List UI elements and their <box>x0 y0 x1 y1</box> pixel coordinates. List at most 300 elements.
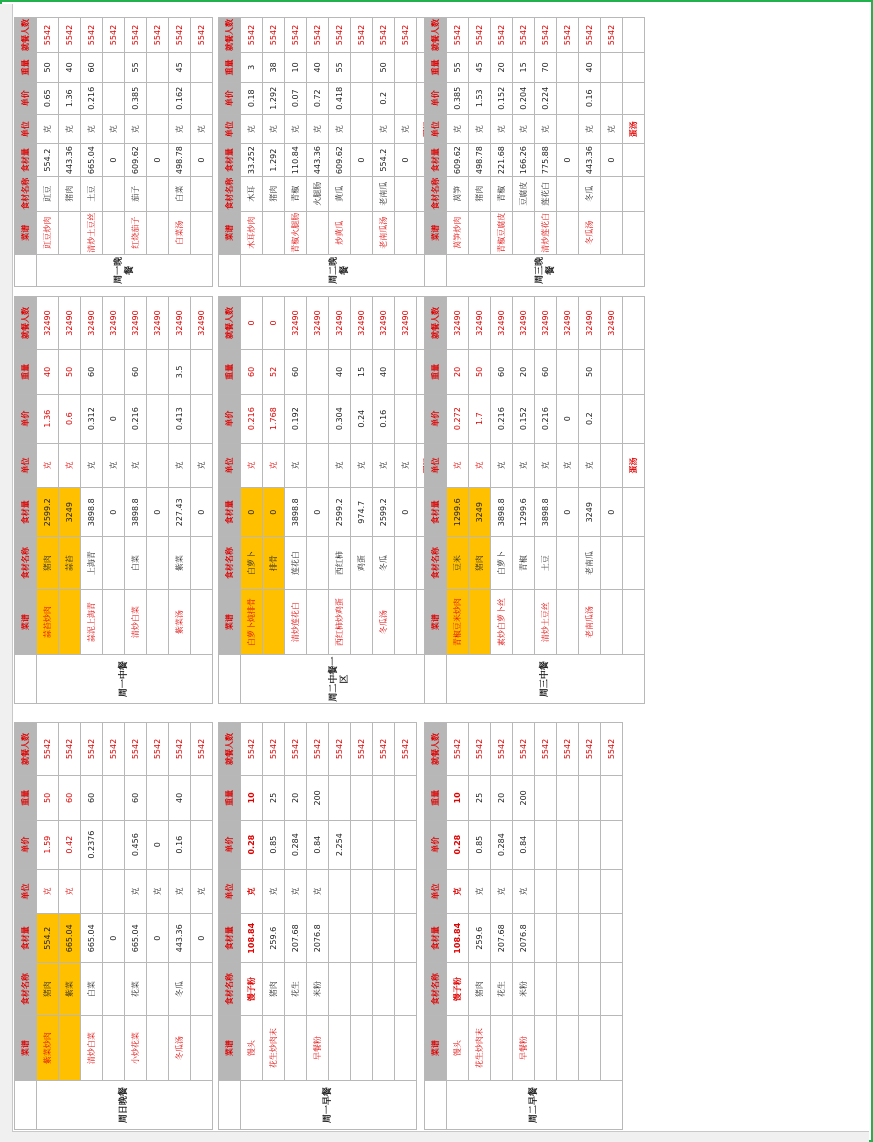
cell-price <box>191 394 213 443</box>
cell-people: 5542 <box>601 723 623 776</box>
cell-weight: 50 <box>37 53 59 83</box>
column-header: 重量 <box>15 349 37 394</box>
cell-qty: 0 <box>601 488 623 537</box>
cell-qty: 2076.8 <box>513 914 535 963</box>
header-spacer <box>219 1081 241 1130</box>
cell-weight <box>557 775 579 820</box>
meal-block <box>218 296 439 704</box>
cell-weight: 50 <box>579 349 601 394</box>
cell-price: 0.42 <box>59 820 81 869</box>
cell-ing: 老南瓜 <box>579 537 601 590</box>
cell-dish <box>147 211 169 254</box>
cell-people: 5542 <box>81 18 103 53</box>
cell-price: 0.216 <box>81 82 103 114</box>
cell-weight <box>395 349 417 394</box>
cell-weight <box>147 349 169 394</box>
cell-ing <box>395 537 417 590</box>
cell-qty <box>395 914 417 963</box>
cell-dish <box>601 211 623 254</box>
table-row <box>491 297 513 704</box>
table-row <box>535 723 557 1130</box>
cell-unit: 克 <box>447 869 469 914</box>
cell-unit: 克 <box>285 443 307 488</box>
cell-price: 1.7 <box>469 394 491 443</box>
cell-dish: 莴笋炒肉 <box>447 211 469 254</box>
cell-qty: 227.43 <box>169 488 191 537</box>
cell-weight <box>307 349 329 394</box>
cell-unit: 克 <box>307 114 329 144</box>
cell-price: 0.16 <box>579 82 601 114</box>
table-row <box>37 18 59 287</box>
table-row <box>59 18 81 287</box>
meal-label: 周日晚餐 <box>37 1081 213 1130</box>
cell-qty: 609.62 <box>125 144 147 176</box>
cell-people: 5542 <box>469 18 491 53</box>
meal-block <box>218 722 417 1130</box>
cell-ing <box>307 537 329 590</box>
cell-ing: 冬瓜 <box>169 963 191 1016</box>
column-header: 食材名称 <box>219 963 241 1016</box>
cell-ing <box>395 963 417 1016</box>
table-row <box>329 18 351 287</box>
cell-unit <box>373 869 395 914</box>
header-spacer <box>15 254 37 286</box>
cell-ing: 紫菜 <box>59 963 81 1016</box>
cell-ing: 豇豆 <box>37 176 59 211</box>
cell-unit: 克 <box>263 443 285 488</box>
footer-cell <box>623 82 645 114</box>
cell-weight: 20 <box>285 775 307 820</box>
cell-price: 0.16 <box>169 820 191 869</box>
meal-label: 周三中餐 <box>447 655 645 704</box>
cell-dish <box>307 211 329 254</box>
column-header: 食材名称 <box>15 537 37 590</box>
cell-dish <box>191 1016 213 1081</box>
cell-qty: 108.84 <box>447 914 469 963</box>
cell-dish <box>285 1016 307 1081</box>
cell-people: 5542 <box>241 18 263 53</box>
column-header: 就餐人数 <box>425 297 447 350</box>
cell-dish: 小炒花菜 <box>125 1016 147 1081</box>
column-header: 食材名称 <box>425 537 447 590</box>
cell-ing: 紫菜 <box>169 537 191 590</box>
table-row <box>351 297 373 704</box>
footer-cell <box>623 488 645 537</box>
cell-dish <box>557 1016 579 1081</box>
cell-qty: 775.88 <box>535 144 557 176</box>
cell-dish: 红烧茄子 <box>125 211 147 254</box>
cell-ing: 蒜苔 <box>59 537 81 590</box>
cell-people: 5542 <box>169 18 191 53</box>
cell-dish: 紫菜炒肉 <box>37 1016 59 1081</box>
cell-ing: 猪肉 <box>263 176 285 211</box>
cell-qty <box>329 914 351 963</box>
header-spacer <box>219 254 241 286</box>
cell-price <box>351 820 373 869</box>
cell-qty: 0 <box>601 144 623 176</box>
cell-weight: 55 <box>447 53 469 83</box>
column-header: 食材量 <box>15 914 37 963</box>
cell-ing: 猪肉 <box>37 963 59 1016</box>
cell-qty: 443.36 <box>169 914 191 963</box>
cell-people: 5542 <box>395 18 417 53</box>
cell-ing: 鸡蛋 <box>351 537 373 590</box>
cell-qty: 166.26 <box>513 144 535 176</box>
cell-ing: 莲花白 <box>535 176 557 211</box>
cell-people: 32490 <box>37 297 59 350</box>
cell-unit: 克 <box>125 869 147 914</box>
cell-price: 0.224 <box>535 82 557 114</box>
cell-price: 0.07 <box>285 82 307 114</box>
cell-price <box>579 820 601 869</box>
column-header: 就餐人数 <box>425 723 447 776</box>
cell-qty: 3249 <box>469 488 491 537</box>
table-row <box>307 723 329 1130</box>
column-header: 菜谱 <box>425 590 447 655</box>
meal-block <box>424 722 623 1130</box>
cell-ing <box>351 963 373 1016</box>
cell-people: 5542 <box>535 18 557 53</box>
cell-price: 0.2376 <box>81 820 103 869</box>
cell-weight <box>535 775 557 820</box>
table-row <box>103 297 125 704</box>
cell-unit: 克 <box>37 869 59 914</box>
column-header: 就餐人数 <box>219 723 241 776</box>
cell-ing: 火腿肠 <box>307 176 329 211</box>
cell-weight: 60 <box>125 349 147 394</box>
cell-people: 5542 <box>351 18 373 53</box>
cell-qty: 498.78 <box>469 144 491 176</box>
cell-ing <box>103 537 125 590</box>
column-header: 单价 <box>219 820 241 869</box>
cell-weight <box>395 53 417 83</box>
cell-unit: 克 <box>579 443 601 488</box>
column-header: 单位 <box>15 114 37 144</box>
cell-price <box>147 394 169 443</box>
cell-unit <box>395 869 417 914</box>
cell-dish <box>191 211 213 254</box>
cell-weight <box>103 53 125 83</box>
cell-weight: 52 <box>263 349 285 394</box>
cell-ing <box>147 963 169 1016</box>
cell-ing <box>103 963 125 1016</box>
cell-unit <box>147 114 169 144</box>
column-header: 单价 <box>15 820 37 869</box>
cell-unit: 克 <box>535 443 557 488</box>
cell-qty: 3249 <box>579 488 601 537</box>
column-header: 菜谱 <box>15 1016 37 1081</box>
cell-ing <box>395 176 417 211</box>
column-header: 菜谱 <box>219 1016 241 1081</box>
footer-note: 蛋汤 <box>623 443 645 488</box>
cell-ing: 青椒 <box>491 176 513 211</box>
footer-cell <box>623 349 645 394</box>
cell-qty: 2599.2 <box>373 488 395 537</box>
cell-unit: 克 <box>241 869 263 914</box>
cell-price: 0.18 <box>241 82 263 114</box>
table-row <box>241 18 263 287</box>
cell-unit: 克 <box>125 443 147 488</box>
cell-unit: 克 <box>447 443 469 488</box>
cell-weight <box>103 775 125 820</box>
table-row <box>103 18 125 287</box>
column-header: 重量 <box>425 775 447 820</box>
cell-people: 32490 <box>285 297 307 350</box>
cell-dish: 炒黄瓜 <box>329 211 351 254</box>
cell-people: 32490 <box>103 297 125 350</box>
cell-qty: 0 <box>147 914 169 963</box>
table-row <box>147 297 169 704</box>
column-header-bar <box>0 4 13 1142</box>
table-row <box>579 297 601 704</box>
cell-ing: 白菜 <box>81 963 103 1016</box>
table-row <box>395 723 417 1130</box>
cell-price: 0.385 <box>447 82 469 114</box>
cell-price <box>557 820 579 869</box>
cell-people: 32490 <box>601 297 623 350</box>
cell-unit: 克 <box>469 114 491 144</box>
cell-ing: 猪肉 <box>37 537 59 590</box>
cell-weight: 15 <box>513 53 535 83</box>
cell-people: 5542 <box>307 723 329 776</box>
meal-label: 周二中餐一区 <box>241 655 439 704</box>
cell-people: 5542 <box>557 18 579 53</box>
column-header: 食材量 <box>15 488 37 537</box>
cell-dish: 蒜泥上海青 <box>81 590 103 655</box>
table-row <box>447 18 469 287</box>
meal-label: 周二早餐 <box>447 1081 623 1130</box>
cell-price <box>103 82 125 114</box>
cell-price: 0.413 <box>169 394 191 443</box>
cell-ing: 猪肉 <box>469 963 491 1016</box>
cell-dish: 白萝卜炖排骨 <box>241 590 263 655</box>
table-row <box>263 18 285 287</box>
cell-dish <box>351 590 373 655</box>
meal-block <box>14 722 213 1130</box>
footer-cell <box>623 394 645 443</box>
cell-dish <box>601 590 623 655</box>
cell-weight: 40 <box>373 349 395 394</box>
column-header: 食材量 <box>425 914 447 963</box>
cell-ing <box>557 963 579 1016</box>
footer-cell <box>623 18 645 53</box>
cell-dish <box>351 211 373 254</box>
cell-price <box>601 394 623 443</box>
cell-qty: 2076.8 <box>307 914 329 963</box>
cell-unit: 克 <box>373 443 395 488</box>
cell-unit: 克 <box>191 869 213 914</box>
cell-price: 0.152 <box>513 394 535 443</box>
cell-dish <box>395 211 417 254</box>
table-row <box>447 297 469 704</box>
footer-cell <box>623 144 645 176</box>
cell-unit: 克 <box>169 869 191 914</box>
cell-qty: 207.68 <box>285 914 307 963</box>
table-row <box>169 297 191 704</box>
cell-unit: 克 <box>513 869 535 914</box>
table-row <box>241 723 263 1130</box>
cell-weight: 50 <box>373 53 395 83</box>
cell-unit <box>557 114 579 144</box>
table-row <box>513 297 535 704</box>
cell-people: 5542 <box>285 723 307 776</box>
cell-people: 5542 <box>579 18 601 53</box>
cell-price <box>191 82 213 114</box>
cell-price <box>307 394 329 443</box>
cell-price: 0.204 <box>513 82 535 114</box>
header-spacer <box>15 655 37 704</box>
cell-price: 0.28 <box>447 820 469 869</box>
column-header: 单位 <box>15 869 37 914</box>
cell-dish: 豇豆炒肉 <box>37 211 59 254</box>
cell-dish <box>557 211 579 254</box>
cell-price: 0.418 <box>329 82 351 114</box>
cell-ing: 上海青 <box>81 537 103 590</box>
header-spacer <box>425 655 447 704</box>
cell-people: 32490 <box>491 297 513 350</box>
cell-people: 5542 <box>285 18 307 53</box>
cell-qty: 0 <box>191 914 213 963</box>
column-header: 食材名称 <box>15 963 37 1016</box>
cell-people: 5542 <box>191 723 213 776</box>
header-spacer <box>219 655 241 704</box>
cell-weight <box>601 53 623 83</box>
cell-dish: 清炒白菜 <box>125 590 147 655</box>
table-row <box>37 297 59 704</box>
cell-dish: 清炒莲花白 <box>285 590 307 655</box>
meal-label: 周一晚餐 <box>37 254 213 286</box>
cell-qty: 554.2 <box>37 144 59 176</box>
cell-ing: 猪肉 <box>469 537 491 590</box>
cell-qty: 0 <box>263 488 285 537</box>
cell-qty: 207.68 <box>491 914 513 963</box>
table-row <box>81 18 103 287</box>
table-row <box>59 297 81 704</box>
table-row <box>579 18 601 287</box>
table-row <box>469 723 491 1130</box>
cell-ing: 冬瓜 <box>579 176 601 211</box>
cell-dish <box>59 1016 81 1081</box>
column-header: 食材量 <box>219 488 241 537</box>
cell-unit: 克 <box>169 443 191 488</box>
cell-dish <box>513 211 535 254</box>
cell-price: 1.768 <box>263 394 285 443</box>
cell-weight: 10 <box>447 775 469 820</box>
cell-people: 32490 <box>147 297 169 350</box>
column-header: 就餐人数 <box>219 297 241 350</box>
table-row <box>125 297 147 704</box>
cell-qty <box>601 914 623 963</box>
cell-weight <box>351 53 373 83</box>
cell-people: 5542 <box>535 723 557 776</box>
column-header: 单价 <box>15 82 37 114</box>
cell-qty: 609.62 <box>447 144 469 176</box>
table-row <box>147 18 169 287</box>
cell-ing <box>557 176 579 211</box>
cell-weight <box>329 775 351 820</box>
cell-weight: 60 <box>81 53 103 83</box>
cell-ing: 猪肉 <box>263 963 285 1016</box>
cell-price <box>103 820 125 869</box>
meal-block <box>424 296 645 704</box>
cell-qty: 0 <box>103 488 125 537</box>
cell-dish: 老南瓜汤 <box>579 590 601 655</box>
cell-dish <box>103 1016 125 1081</box>
cell-weight: 15 <box>351 349 373 394</box>
cell-unit: 克 <box>241 443 263 488</box>
cell-price: 0.284 <box>491 820 513 869</box>
cell-people: 5542 <box>125 723 147 776</box>
cell-ing: 米粉 <box>513 963 535 1016</box>
cell-unit: 克 <box>491 869 513 914</box>
cell-people: 5542 <box>241 723 263 776</box>
cell-people: 5542 <box>491 723 513 776</box>
cell-people: 5542 <box>447 18 469 53</box>
table-row <box>395 18 417 287</box>
table-row <box>535 297 557 704</box>
cell-weight: 3.5 <box>169 349 191 394</box>
header-spacer <box>425 254 447 286</box>
column-header: 重量 <box>15 53 37 83</box>
spreadsheet <box>0 4 869 1142</box>
footer-cell <box>623 176 645 211</box>
cell-qty: 0 <box>307 488 329 537</box>
cell-ing: 白菜 <box>125 537 147 590</box>
column-header: 就餐人数 <box>425 18 447 53</box>
cell-price: 0.84 <box>307 820 329 869</box>
cell-people: 5542 <box>351 723 373 776</box>
cell-people: 5542 <box>329 723 351 776</box>
cell-price: 0.2 <box>579 394 601 443</box>
table-row <box>513 723 535 1130</box>
cell-unit: 克 <box>263 114 285 144</box>
table-row <box>535 18 557 287</box>
cell-dish <box>103 590 125 655</box>
cell-people: 5542 <box>513 723 535 776</box>
cell-price: 0.72 <box>307 82 329 114</box>
cell-ing <box>147 176 169 211</box>
table-row <box>601 297 623 704</box>
cell-ing <box>601 537 623 590</box>
cell-weight: 50 <box>59 349 81 394</box>
cell-qty: 0 <box>147 144 169 176</box>
cell-unit: 克 <box>535 114 557 144</box>
cell-unit: 克 <box>373 114 395 144</box>
table-row <box>329 297 351 704</box>
cell-ing: 米粉 <box>307 963 329 1016</box>
cell-unit: 克 <box>307 869 329 914</box>
cell-unit: 克 <box>329 443 351 488</box>
column-header: 单价 <box>425 82 447 114</box>
cell-weight: 50 <box>37 775 59 820</box>
column-header: 食材量 <box>425 488 447 537</box>
cell-price: 0 <box>103 394 125 443</box>
cell-people: 5542 <box>373 723 395 776</box>
cell-people: 5542 <box>59 723 81 776</box>
table-row <box>59 723 81 1130</box>
column-header: 菜谱 <box>15 590 37 655</box>
cell-price: 0.85 <box>469 820 491 869</box>
cell-unit: 克 <box>513 443 535 488</box>
cell-ing: 花菜 <box>125 963 147 1016</box>
cell-people: 32490 <box>535 297 557 350</box>
cell-qty <box>351 914 373 963</box>
table-row <box>263 297 285 704</box>
meal-block <box>14 17 213 287</box>
cell-people: 5542 <box>557 723 579 776</box>
cell-unit: 克 <box>491 443 513 488</box>
cell-unit: 克 <box>447 114 469 144</box>
